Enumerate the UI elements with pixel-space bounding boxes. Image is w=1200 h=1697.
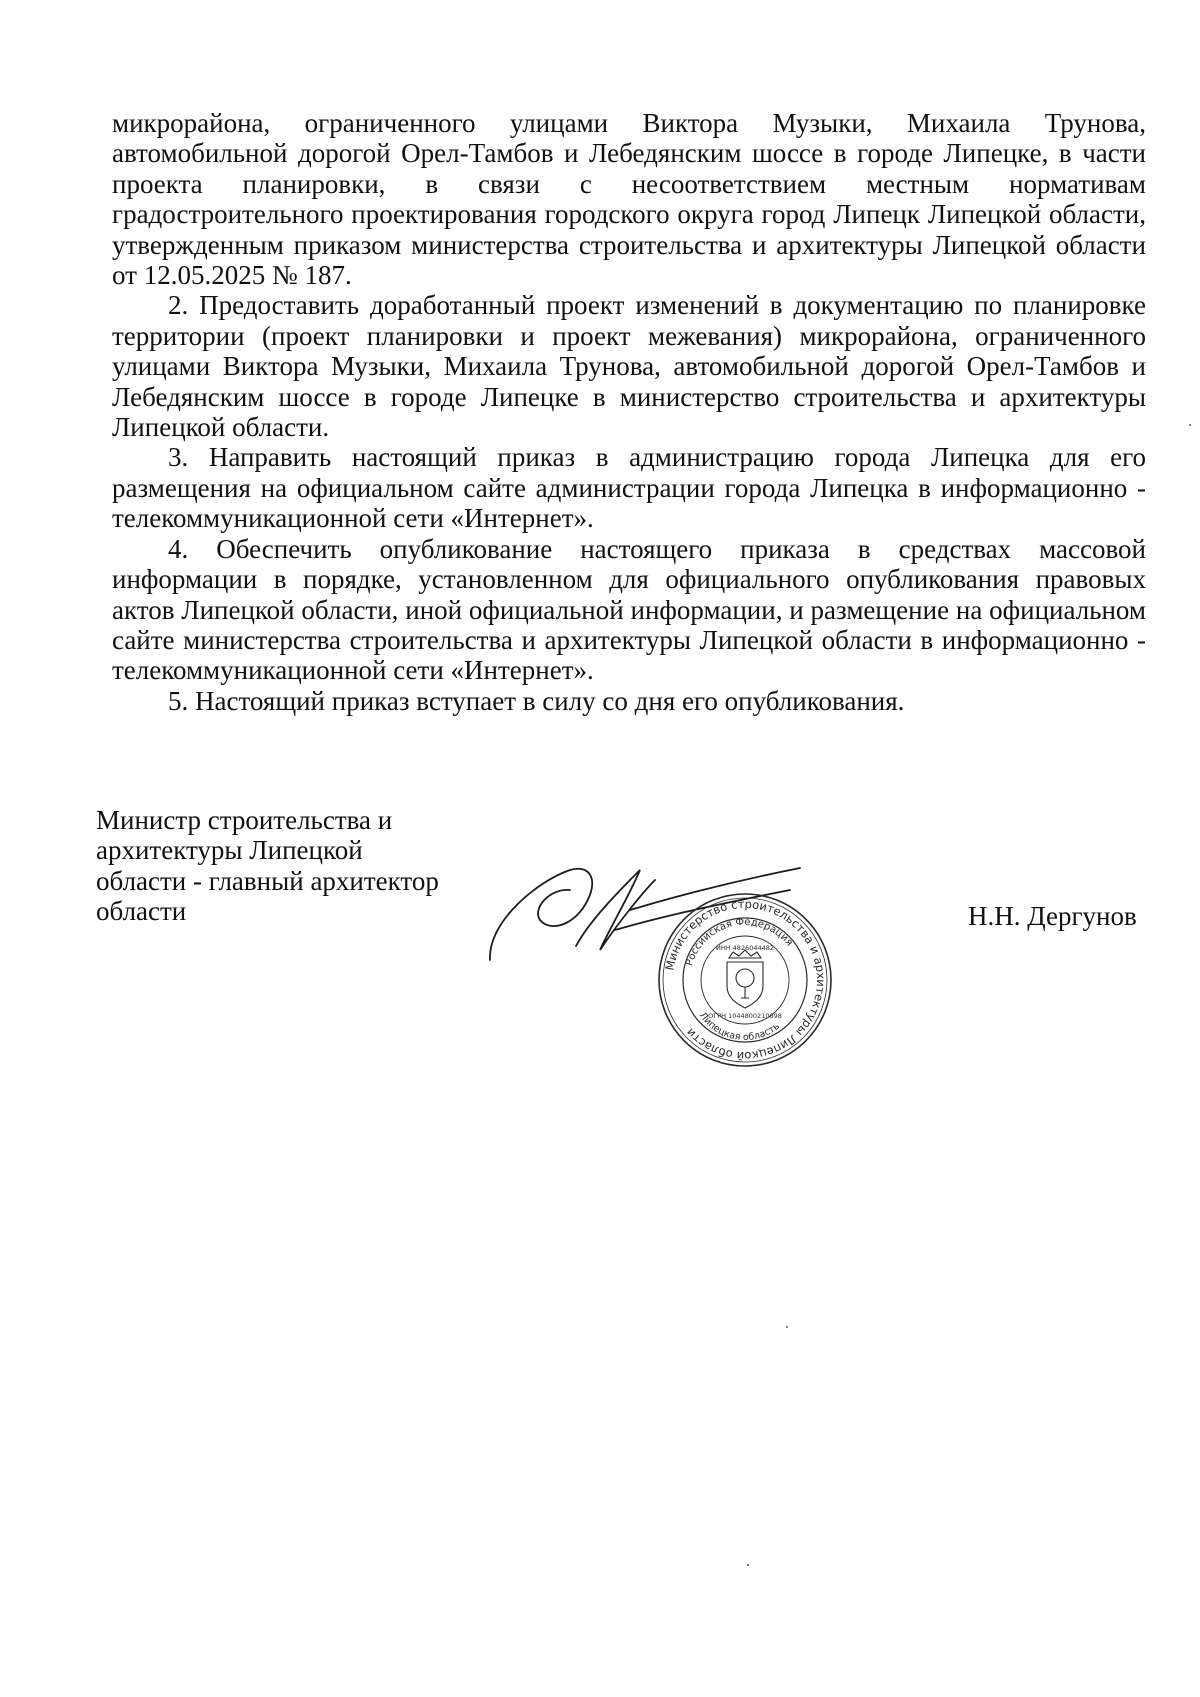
signatory-title xyxy=(96,805,486,927)
seal-outer-text: Министерство строительства и архитектуры Липецкой области xyxy=(662,896,829,1064)
signatory-title-line: области - главный архитектор xyxy=(96,865,439,896)
paragraph-4: 4. Обеспечить опубликование настоящего приказа в средствах массовой информации в порядке, установленном для официального опубликования правовых актов Липецкой области, иной официальной информации, и размещение на официальном сайте министерства строительства и архитектуры Липецкой области в информационно - телекоммуникационной сети «Интернет». xyxy=(112,533,1146,686)
seal-inner-text: Российская Федерация xyxy=(684,916,795,968)
scan-speck xyxy=(747,1564,749,1566)
signatory-name: Н.Н. Дергунов xyxy=(968,901,1137,931)
paragraph-5: 5. Настоящий приказ вступает в силу со дня его опубликования. xyxy=(168,685,905,716)
signatory-title-line: Министр строительства и xyxy=(96,805,393,835)
paragraph-3: 3. Направить настоящий приказ в администрацию города Липецка для его размещения на официальном сайте администрации города Липецка в информационно - телекоммуникационной сети «Интернет». xyxy=(112,442,1146,534)
coat-of-arms-icon xyxy=(727,950,763,1008)
seal-bottom-text: Липецкая область xyxy=(696,1010,782,1044)
paragraph-2: 2. Предоставить доработанный проект изменений в документацию по планировке территории (проект планировки и проект межевания) микрорайона, ограниченного улицами Виктора Музыки, Михаила Трунова, автомобильной дорогой Орел-Тамбов и Лебедянским шоссе в городе Липецке в министерство строительства и архитектуры Липецкой области. xyxy=(112,290,1146,443)
signatory-title-line: архитектуры Липецкой xyxy=(96,835,363,866)
seal-inn: ИНН 4826044482 xyxy=(715,944,775,952)
signatory-title-line: области xyxy=(96,896,187,927)
paragraph-1-continuation: микрорайона, ограниченного улицами Виктора Музыки, Михаила Трунова, автомобильной дорогой Орел-Тамбов и Лебедянским шоссе в городе Липецке, в части проекта планировки, в связи с несоответствием местным нормативам градостроительного проектирования городского округа город Липецк Липецкой области, утвержденным приказом министерства строительства и архитектуры Липецкой области от 12.05.2025 № 187. xyxy=(112,108,1146,291)
document-body xyxy=(112,108,1146,716)
official-seal xyxy=(655,890,835,1070)
scan-speck xyxy=(1189,424,1191,426)
seal-ogrn: ОГРН 1044800210698 xyxy=(708,1012,782,1020)
scan-speck xyxy=(786,1326,788,1328)
